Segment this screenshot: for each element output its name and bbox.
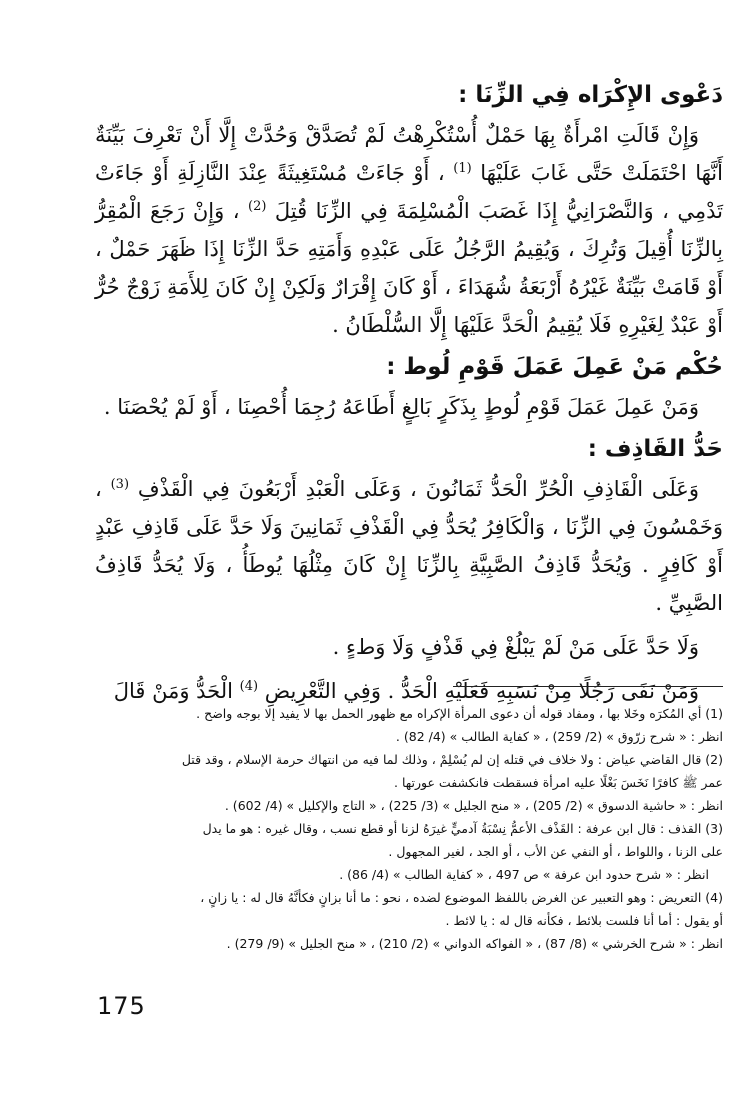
footnote-ref-4[interactable]: (4) (239, 679, 259, 694)
text-run: وَعَلَى الْقَاذِفِ الْحُرِّ الْحَدُّ ثَمَانُونَ ، وَعَلَى الْعَبْدِ أَرْبَعُونَ فِي الْقَذْفِ (137, 477, 699, 501)
footnote-ref-2[interactable]: (2) (247, 199, 267, 214)
footnote-line: انظر : « حاشية الدسوق » (2/ 205) ، « منح الجليل » (3/ 225) ، « التاج والإكليل » (4/ 602) . (224, 798, 723, 813)
heading-slanderer-penalty: حَدُّ القَاذِف : (587, 436, 723, 462)
text-run: ، وَخَمْسُونَ فِي الزِّنَا ، وَالْكَافِرُ يُحَدُّ فِي الْقَذْفِ ثَمَانِينَ وَلَا حَدَّ عَلَى قَاذِفِ عَبْدٍ أَوْ كَافِرٍ . وَيُحَدُّ قَاذِفُ الصَّبِيَّةِ بِالزِّنَا إِنْ كَانَ مِثْلُهَا يُوطَأُ ، وَلَا يُحَدُّ قَاذِفُ الصَّبِيِّ . (95, 477, 723, 615)
footnote-line: انظر : « شرح الخرشي » (8/ 87) ، « الفواكه الدواني » (2/ 210) ، « منح الجليل » (9/ 279) . (226, 936, 723, 951)
heading-lut-ruling: حُكْم مَنْ عَمِلَ عَمَلَ قَوْمِ لُوط : (386, 354, 723, 380)
text-run: ، أَوْ جَاءَتْ مُسْتَغِيثَةً عِنْدَ النَّازِلَةِ أَوْ جَاءَتْ تَدْمِي ، وَالنَّصْرَانِيُّ إِذَا غَصَبَ الْمُسْلِمَةَ فِي الزِّنَا قُتِلَ (95, 161, 723, 223)
footnote-ref-1[interactable]: (1) (453, 161, 472, 176)
footnote-line: انظر : « شرح زرّوق » (2/ 259) ، « كفاية الطالب » (4/ 82) . (395, 729, 723, 744)
footnote-line: (4) التعريض : وهو التعبير عن الغرض باللفظ الموضوع لضده ، نحو : ما أنا بزانٍ فكأنَّهُ قال له : يا زانٍ ، (200, 890, 723, 905)
footnote-ref-3[interactable]: (3) (110, 477, 130, 492)
footnote-line: انظر : « شرح حدود ابن عرفة » ص 497 ، « كفاية الطالب » (4/ 86) . (339, 867, 709, 882)
paragraph-coercion (95, 116, 723, 344)
footnote-divider (453, 686, 723, 687)
text-run: ، وَإِنْ رَجَعَ الْمُقِرُّ بِالزِّنَا أُقِيلَ وَتُرِكَ ، وَيُقِيمُ الرَّجُلُ عَلَى عَبْدِهِ وَأَمَتِهِ حَدَّ الزِّنَا إِذَا ظَهَرَ حَمْلٌ ، أَوْ قَامَتْ بَيِّنَةٌ غَيْرُهُ أَرْبَعَةُ شُهَدَاءَ ، أَوْ كَانَ إِقْرَارٌ وَلَكِنْ إِنْ كَانَ لِلأَمَةِ زَوْجٌ حُرٌّ أَوْ عَبْدٌ لِغَيْرِهِ فَلَا يُقِيمُ الْحَدَّ عَلَيْهَا إِلَّا السُّلْطَانُ . (95, 199, 723, 337)
text-run: وَمَنْ نَفَى رَجُلًا مِنْ نَسَبِهِ فَعَلَيْهِ الْحَدُّ . وَفِي التَّعْرِيضِ (264, 679, 699, 703)
text-run: الْحَدُّ وَمَنْ قَالَ (113, 679, 233, 703)
page-number: 175 (97, 992, 146, 1020)
footnotes (95, 702, 723, 955)
main-text (95, 78, 723, 716)
text-run: وَإِنْ قَالَتِ امْرأَةٌ بِهَا حَمْلٌ أُسْتُكْرِهْتُ لَمْ تُصَدَّقْ وَحُدَّتْ إِلَّا أَنْ تَعْرِفَ بَيِّنَةٌ أَنَّهَا احْتَمَلَتْ حَتَّى غَابَ عَلَيْهَا (95, 123, 723, 185)
footnote-line: على الزنا ، واللواط ، أو النفي عن الأب ، أو الجد ، لغير المجهول . (388, 844, 723, 859)
paragraph-lut: وَمَنْ عَمِلَ عَمَلَ قَوْمِ لُوطٍ بِذَكَرٍ بَالِغٍ أَطَاعَهُ رُجِمَا أُحْصِنَا ، أَوْ لَمْ يُحْصَنَا . (103, 395, 699, 419)
footnote-line: (2) قال القاضي عياض : ولا خلاف في قتله إن لم يُسْلِمْ ، وذلك لما فيه من انتهاك حرمة الإسلام ، وقد قتل (181, 752, 723, 767)
footnote-line: (1) أي المُكرَه وخَلا بها ، ومفاد قوله أن دعوى المرأة الإكراه مع ظهور الحمل بها لا يفيد إلا بوجه واضح . (196, 706, 723, 721)
footnote-line: أو يقول : أما أنا فلست بلائط ، فكأنه قال له : يا لائط . (445, 913, 723, 928)
footnote-line: (3) القذف : قال ابن عرفة : القَذْف الأعمُّ نِسْبَةُ آدميٍّ غيرَهُ لزنا أو قطع نسب ، وقال غيره : هو ما يدل (202, 821, 723, 836)
heading-coercion-claim: دَعْوى الإِكْرَاه فِي الزِّنَا : (458, 82, 723, 108)
paragraph-minor: وَلَا حَدَّ عَلَى مَنْ لَمْ يَبْلُغْ فِي قَذْفٍ وَلَا وَطءٍ . (332, 635, 699, 659)
footnote-line: عمر ﷺ كافرًا نَخَسَ بَغْلًا عليه امرأة فسقطت فانكشفت عورتها . (394, 775, 723, 790)
paragraph-slanderer (95, 470, 723, 622)
